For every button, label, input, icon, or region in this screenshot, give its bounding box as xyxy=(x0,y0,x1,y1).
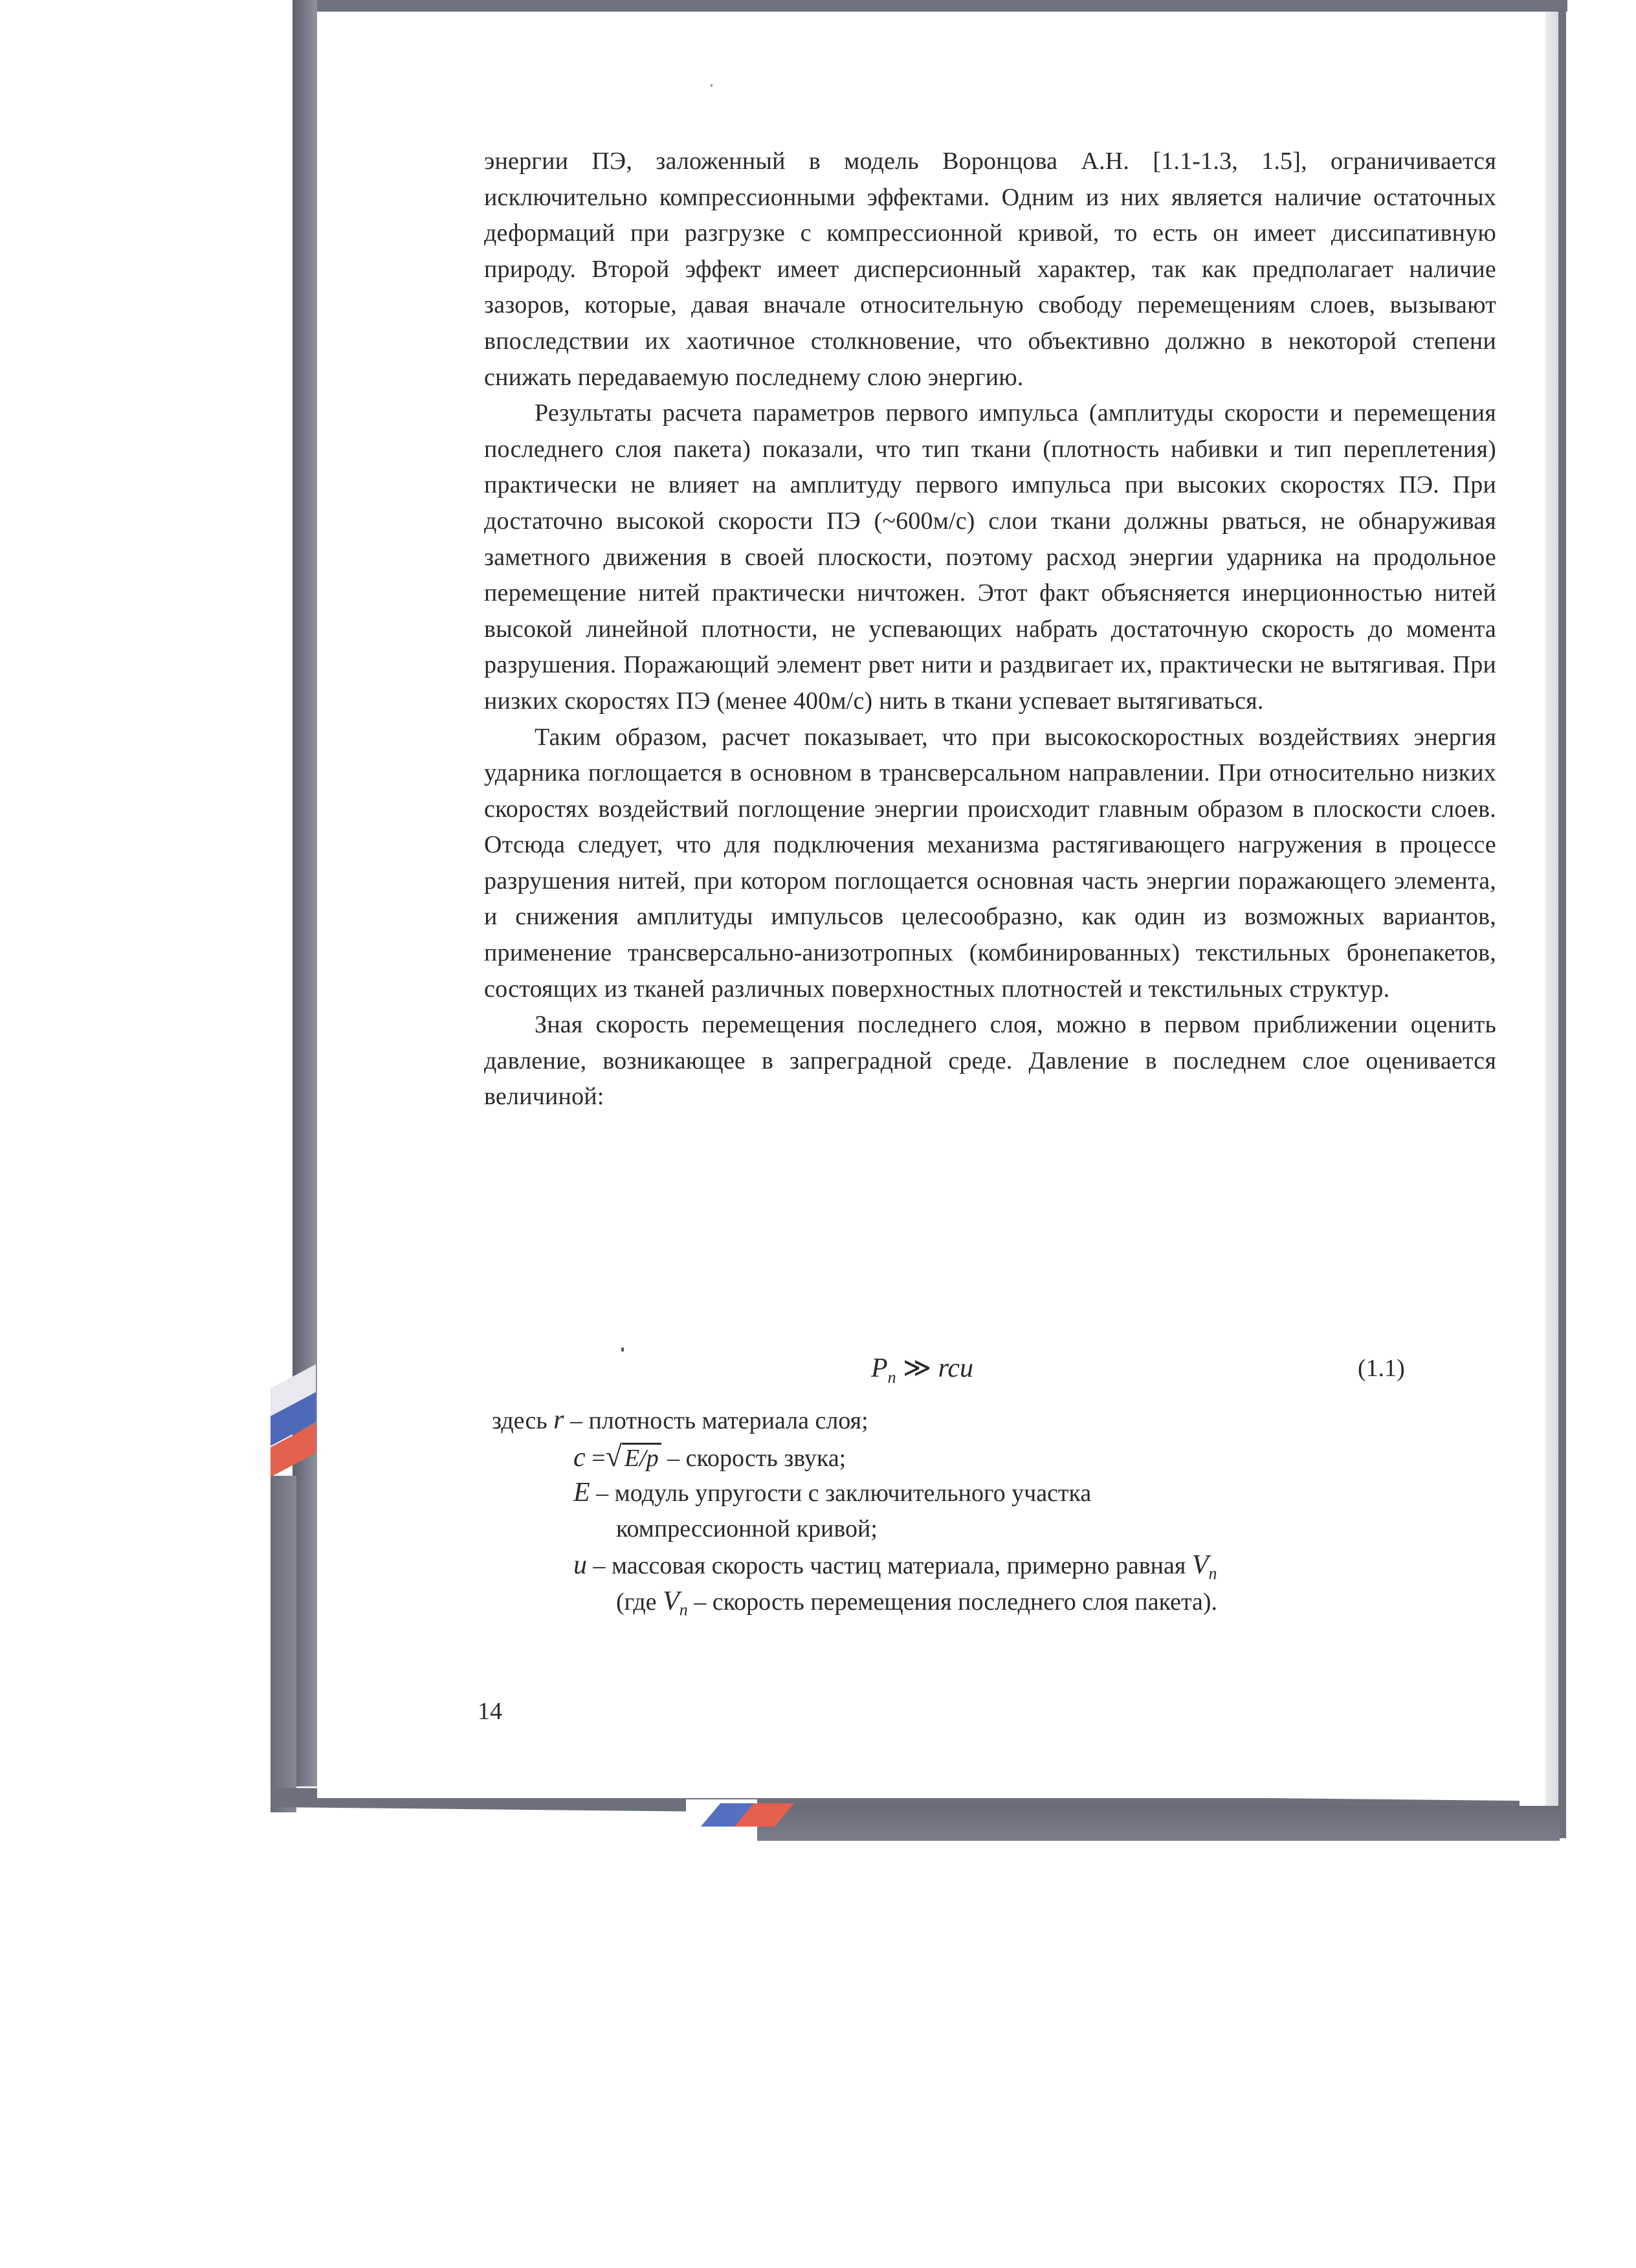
symbol-vn-2-subscript: n xyxy=(679,1600,688,1619)
paragraph-1: энергии ПЭ, заложенный в модель Воронцова А.Н. [1.1-1.3, 1.5], ограничивается исключительно компрессионными эффектами. Одним из них является наличие остаточных деформаций при разгрузке с компрессионной кривой, то есть он имеет диссипативную природу. Второй эффект имеет дисперсионный характер, так как предполагает наличие зазоров, которые, давая вначале относительную свободу перемещениям слоев, вызывают впоследствии их хаотичное столкновение, что объективно должно в некоторой степени снижать передаваемую последнему слою энергию. xyxy=(484,148,1496,391)
symbol-e: E xyxy=(573,1478,590,1507)
page-number: 14 xyxy=(478,1698,502,1725)
definition-r xyxy=(492,1402,1217,1438)
symbol-u: u xyxy=(573,1550,587,1580)
scan-speck xyxy=(621,1348,624,1351)
definition-c xyxy=(492,1438,1217,1474)
definition-e-text: – модуль упругости с заключительного участка xyxy=(596,1480,1092,1507)
symbol-c: c xyxy=(573,1443,586,1473)
book-cover-bottom-edge-right xyxy=(757,1806,1560,1841)
sqrt-expression xyxy=(606,1438,661,1476)
definition-e-text-2: компрессионной кривой; xyxy=(616,1515,878,1542)
sqrt-radicand: E/p xyxy=(622,1443,661,1472)
definition-e xyxy=(492,1474,1217,1511)
sqrt-radical-icon: √ xyxy=(605,1440,622,1473)
definition-u-text: – массовая скорость частиц материала, примерно равная xyxy=(593,1552,1186,1579)
symbol-vn-subscript: n xyxy=(1208,1564,1217,1583)
definition-u xyxy=(492,1547,1217,1583)
book-cover-right-edge xyxy=(1558,0,1566,1838)
formula-number: (1.1) xyxy=(1358,1355,1405,1382)
paragraph-4: Зная скорость перемещения последнего слоя, можно в первом приближении оценить давление, возникающее в запреградной среде. Давление в последнем слое оценивается величиной: xyxy=(484,1011,1496,1111)
page-stack-right-edge xyxy=(1545,12,1558,1830)
formula-lhs: P xyxy=(871,1353,888,1383)
symbol-vn-2: V xyxy=(663,1586,680,1616)
definition-r-text: – плотность материала слоя; xyxy=(570,1407,868,1434)
paragraph-2: Результаты расчета параметров первого импульса (амплитуды скорости и перемещения последнего слоя пакета) показали, что тип ткани (плотность набивки и тип переплетения) практически не влияет на амплитуду первого импульса при высоких скоростях ПЭ. При достаточно высокой скорости ПЭ (~600м/с) слои ткани должны рваться, не обнаруживая заметного движения в своей плоскости, поэтому расход энергии ударника на продольное перемещение нитей практически ничтожен. Этот факт объясняется инерционностью нитей высокой линейной плотности, не успевающих набрать достаточную скорость до момента разрушения. Поражающий элемент рвет нити и раздвигает их, практически не вытягивая. При низких скоростях ПЭ (менее 400м/с) нить в ткани успевает вытягиваться. xyxy=(484,399,1496,715)
symbol-r: r xyxy=(553,1405,564,1435)
definition-e-continued xyxy=(492,1511,1217,1547)
formula-1-1 xyxy=(871,1351,973,1387)
paragraph-3: Таким образом, расчет показывает, что при высокоскоростных воздействиях энергия ударника поглощается в основном в трансверсальном направлении. При относительно низких скоростях воздействий поглощение энергии происходит главным образом в плоскости слоев. Отсюда следует, что для подключения механизма растягивающего нагружения в процессе разрушения нитей, при котором поглощается основная часть энергии поражающего элемента, и снижения амплитуды импульсов целесообразно, как один из возможных вариантов, применение трансверсально-анизотропных (комбинированных) текстильных бронепакетов, состоящих из тканей различных поверхностных плотностей и текстильных структур. xyxy=(484,723,1496,1003)
book-cover-top-edge xyxy=(293,0,1567,12)
definition-u-continued xyxy=(492,1583,1217,1619)
definition-c-text: – скорость звука; xyxy=(667,1445,846,1472)
formula-lhs-subscript: n xyxy=(887,1368,896,1387)
book-cover-left-lower-edge xyxy=(271,1476,296,1812)
symbol-vn: V xyxy=(1191,1550,1209,1580)
body-text xyxy=(484,144,1496,1115)
formula-rhs: rcu xyxy=(938,1353,974,1383)
scan-speck xyxy=(711,84,713,87)
symbol-c-equals: = xyxy=(591,1445,606,1472)
definition-u-text-2b: – скорость перемещения последнего слоя пакета). xyxy=(694,1588,1218,1616)
definitions-list xyxy=(492,1402,1217,1619)
definitions-lead: здесь xyxy=(492,1407,547,1434)
definition-u-text-2a: (где xyxy=(616,1588,657,1616)
formula-operator: ≫ xyxy=(903,1353,932,1383)
